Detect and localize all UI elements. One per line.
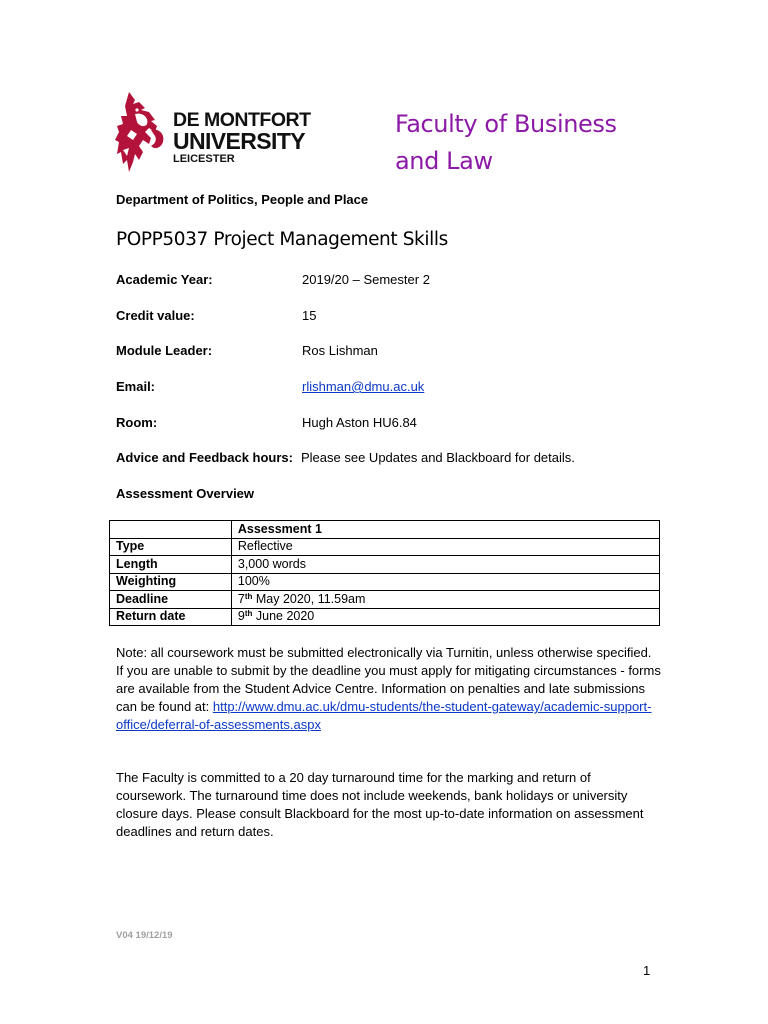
table-header-row: [110, 521, 660, 539]
logo-wordmark: [173, 110, 310, 166]
info-value: [302, 379, 424, 394]
table-column-header: Assessment 1: [231, 521, 659, 539]
info-label: Module Leader:: [116, 343, 213, 358]
submission-note-paragraph: [116, 644, 661, 734]
faculty-title-line-1: Faculty of Business: [395, 110, 617, 138]
table-row-label: Weighting: [110, 573, 232, 591]
table-cell: [231, 591, 659, 609]
table-cell: [110, 521, 232, 539]
university-logo: [115, 90, 325, 174]
table-row-label: Deadline: [110, 591, 232, 609]
deadline-ordinal: th: [244, 591, 253, 601]
version-label: V04 19/12/19: [116, 930, 173, 941]
table-row-label: Length: [110, 556, 232, 574]
table-row-label: Type: [110, 538, 232, 556]
logo-line-2: UNIVERSITY: [173, 128, 306, 154]
deadline-rest: May 2020, 11.59am: [252, 591, 366, 606]
info-value: Please see Updates and Blackboard for details.: [301, 450, 575, 465]
info-value: Ros Lishman: [302, 343, 378, 358]
logo-line-3: LEICESTER: [173, 153, 235, 165]
info-label: Email:: [116, 379, 156, 394]
faculty-title-line-2: and Law: [395, 147, 493, 175]
table-cell: [231, 608, 659, 626]
submission-note-text: Note: all coursework must be submitted electronically via Turnitin, unless otherwise specified. If you are unable to submit by the deadline you must apply for mitigating circumstances - forms are available from the Student Advice Centre. Information on penalties and late submissions can be found at:: [116, 645, 661, 714]
info-label: Academic Year:: [116, 272, 213, 287]
table-row: [110, 573, 660, 591]
assessment-overview-heading: Assessment Overview: [116, 486, 255, 501]
table-cell: 100%: [231, 573, 659, 591]
info-value: 15: [302, 308, 317, 323]
table-row-label: Return date: [110, 608, 232, 626]
table-row: [110, 538, 660, 556]
assessment-table: [109, 520, 660, 626]
module-title: POPP5037 Project Management Skills: [116, 229, 448, 250]
info-label: Credit value:: [116, 308, 195, 323]
table-cell: 3,000 words: [231, 556, 659, 574]
turnaround-paragraph: The Faculty is committed to a 20 day turnaround time for the marking and return of coursework. The turnaround time does not include weekends, bank holidays or university closure days. Please consult Blackboard for the most up-to-date information on assessment deadlines and return dates.: [116, 770, 644, 839]
email-link[interactable]: rlishman@dmu.ac.uk: [302, 379, 425, 394]
return-ordinal: th: [244, 609, 253, 619]
department-name: Department of Politics, People and Place: [116, 192, 369, 207]
table-row: [110, 608, 660, 626]
return-rest: June 2020: [252, 609, 315, 624]
table-row: [110, 591, 660, 609]
info-label: Room:: [116, 415, 158, 430]
info-value: Hugh Aston HU6.84: [302, 415, 417, 430]
return-day: 9: [237, 609, 245, 624]
deadline-day: 7: [237, 591, 245, 606]
table-cell: Reflective: [231, 538, 659, 556]
logo-line-1: DE MONTFORT: [173, 109, 311, 131]
dmu-wyvern-crest-icon: [115, 90, 171, 174]
deferral-link[interactable]: http://www.dmu.ac.uk/dmu-students/the-student-gateway/academic-support-office/deferral-of-assessments.aspx: [116, 699, 652, 732]
info-label: Advice and Feedback hours:: [116, 450, 293, 465]
table-row: [110, 556, 660, 574]
faculty-title: [395, 106, 685, 180]
info-value: 2019/20 – Semester 2: [302, 272, 430, 287]
page-number: 1: [643, 963, 651, 978]
